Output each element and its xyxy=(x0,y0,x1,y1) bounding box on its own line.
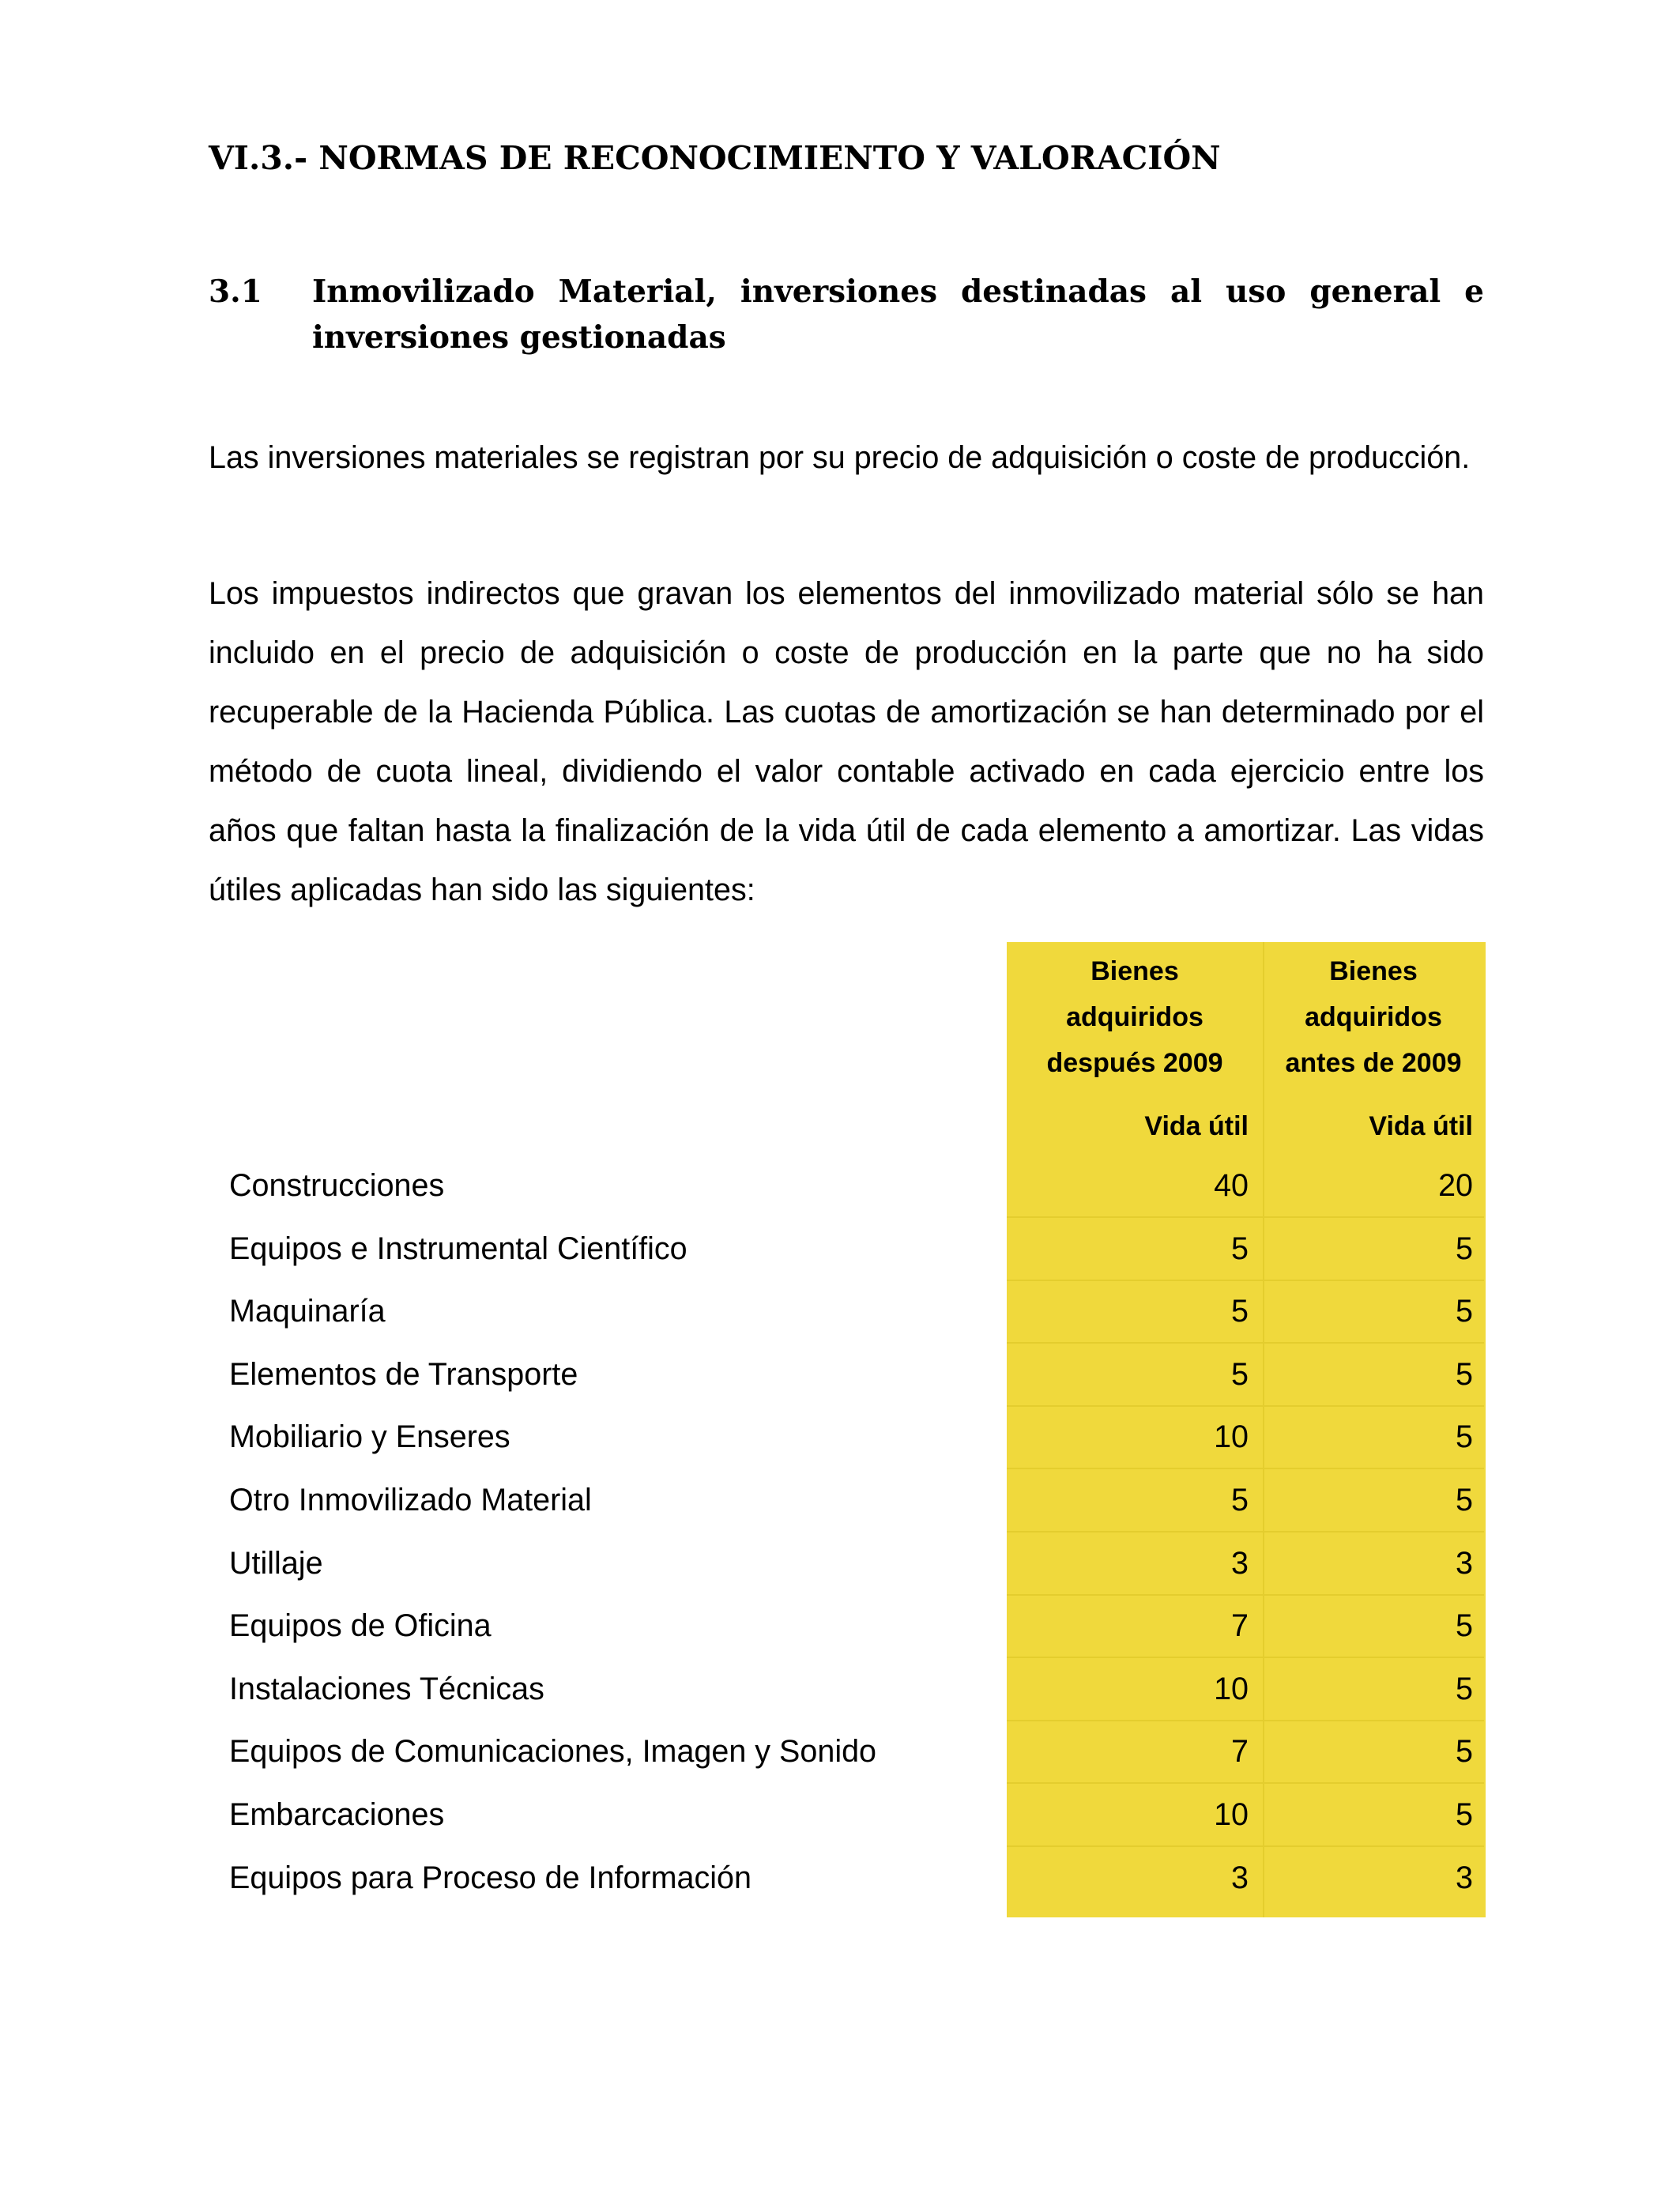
row-label: Mobiliario y Enseres xyxy=(229,1419,510,1455)
column-header-line: después 2009 xyxy=(1046,1048,1223,1078)
useful-life-after-2009: 5 xyxy=(1231,1231,1249,1266)
useful-life-before-2009: 5 xyxy=(1456,1482,1473,1517)
column-subheader-after-2009: Vida útil xyxy=(1144,1111,1249,1141)
row-divider xyxy=(1007,1342,1484,1344)
section-title: VI.3.- NORMAS DE RECONOCIMIENTO Y VALORACIÓN xyxy=(209,139,1221,177)
row-label: Maquinaría xyxy=(229,1294,386,1329)
useful-life-before-2009: 3 xyxy=(1456,1860,1473,1895)
column-header-line: adquiridos xyxy=(1305,1002,1442,1032)
table-row xyxy=(209,1225,1484,1288)
table-row xyxy=(209,1413,1484,1476)
useful-life-before-2009: 5 xyxy=(1456,1294,1473,1329)
row-label: Construcciones xyxy=(229,1168,445,1203)
row-divider xyxy=(1007,1720,1484,1721)
useful-life-before-2009: 3 xyxy=(1456,1545,1473,1581)
subsection-number: 3.1 xyxy=(209,273,262,310)
useful-life-after-2009: 3 xyxy=(1231,1860,1249,1895)
useful-life-before-2009: 5 xyxy=(1456,1671,1473,1706)
table-row xyxy=(209,1602,1484,1665)
useful-life-after-2009: 10 xyxy=(1214,1796,1249,1832)
paragraph-2: Los impuestos indirectos que gravan los elementos del inmovilizado material sólo se han incluido en el precio de adquisición o coste de producción en la parte que no ha sido recuperable de la Hacienda Pública. Las cuotas de amortización se han determinado por el método de cuota lineal, dividiendo el valor contable activado en cada ejercicio entre los años que faltan hasta la finalización de la vida útil de cada elemento a amortizar. Las vidas útiles aplicadas han sido las siguientes: xyxy=(209,576,1484,907)
row-divider xyxy=(1007,1594,1484,1596)
useful-life-after-2009: 5 xyxy=(1231,1356,1249,1392)
useful-life-before-2009: 20 xyxy=(1438,1168,1473,1203)
column-header-before-2009 xyxy=(1263,948,1484,1086)
column-header-line: adquiridos xyxy=(1066,1002,1203,1032)
row-divider xyxy=(1007,1216,1484,1218)
row-label: Elementos de Transporte xyxy=(229,1356,578,1392)
useful-life-before-2009: 5 xyxy=(1456,1356,1473,1392)
row-label: Equipos de Comunicaciones, Imagen y Sonido xyxy=(229,1734,877,1770)
row-divider xyxy=(1007,1845,1484,1847)
useful-life-table xyxy=(209,942,1484,1917)
table-row xyxy=(209,1665,1484,1728)
subsection-title: Inmovilizado Material, inversiones destinadas al uso general e inversiones gestionadas xyxy=(312,273,1484,356)
table-row xyxy=(209,1540,1484,1603)
row-label: Instalaciones Técnicas xyxy=(229,1671,544,1706)
table-row xyxy=(209,1728,1484,1791)
column-header-line: Bienes xyxy=(1329,956,1418,986)
column-header-line: Bienes xyxy=(1090,956,1179,986)
row-divider xyxy=(1007,1782,1484,1784)
useful-life-after-2009: 7 xyxy=(1231,1734,1249,1770)
row-divider xyxy=(1007,1280,1484,1281)
row-label: Embarcaciones xyxy=(229,1796,445,1832)
row-label: Equipos de Oficina xyxy=(229,1608,492,1644)
useful-life-before-2009: 5 xyxy=(1456,1608,1473,1644)
row-label: Otro Inmovilizado Material xyxy=(229,1482,592,1517)
useful-life-after-2009: 10 xyxy=(1214,1419,1249,1455)
row-divider xyxy=(1007,1531,1484,1532)
row-label: Equipos e Instrumental Científico xyxy=(229,1231,687,1266)
subsection-heading xyxy=(209,269,1484,360)
useful-life-before-2009: 5 xyxy=(1456,1419,1473,1455)
useful-life-after-2009: 5 xyxy=(1231,1482,1249,1517)
row-label: Equipos para Proceso de Información xyxy=(229,1860,751,1895)
table-body xyxy=(209,1162,1484,1917)
table-row xyxy=(209,1351,1484,1414)
table-row xyxy=(209,1854,1484,1917)
useful-life-after-2009: 7 xyxy=(1231,1608,1249,1644)
useful-life-before-2009: 5 xyxy=(1456,1734,1473,1770)
row-divider xyxy=(1007,1405,1484,1407)
useful-life-after-2009: 3 xyxy=(1231,1545,1249,1581)
paragraph-1: Las inversiones materiales se registran por su precio de adquisición o coste de producción. xyxy=(209,440,1471,475)
useful-life-after-2009: 10 xyxy=(1214,1671,1249,1706)
table-row xyxy=(209,1476,1484,1540)
column-subheader-before-2009: Vida útil xyxy=(1369,1111,1473,1141)
table-row xyxy=(209,1791,1484,1854)
useful-life-before-2009: 5 xyxy=(1456,1231,1473,1266)
useful-life-after-2009: 5 xyxy=(1231,1294,1249,1329)
row-divider xyxy=(1007,1468,1484,1469)
row-divider xyxy=(1007,1657,1484,1658)
useful-life-after-2009: 40 xyxy=(1214,1168,1249,1203)
column-header-line: antes de 2009 xyxy=(1285,1048,1462,1078)
useful-life-before-2009: 5 xyxy=(1456,1796,1473,1832)
table-row xyxy=(209,1162,1484,1225)
table-row xyxy=(209,1287,1484,1351)
row-label: Utillaje xyxy=(229,1545,323,1581)
column-header-after-2009 xyxy=(1007,948,1263,1086)
